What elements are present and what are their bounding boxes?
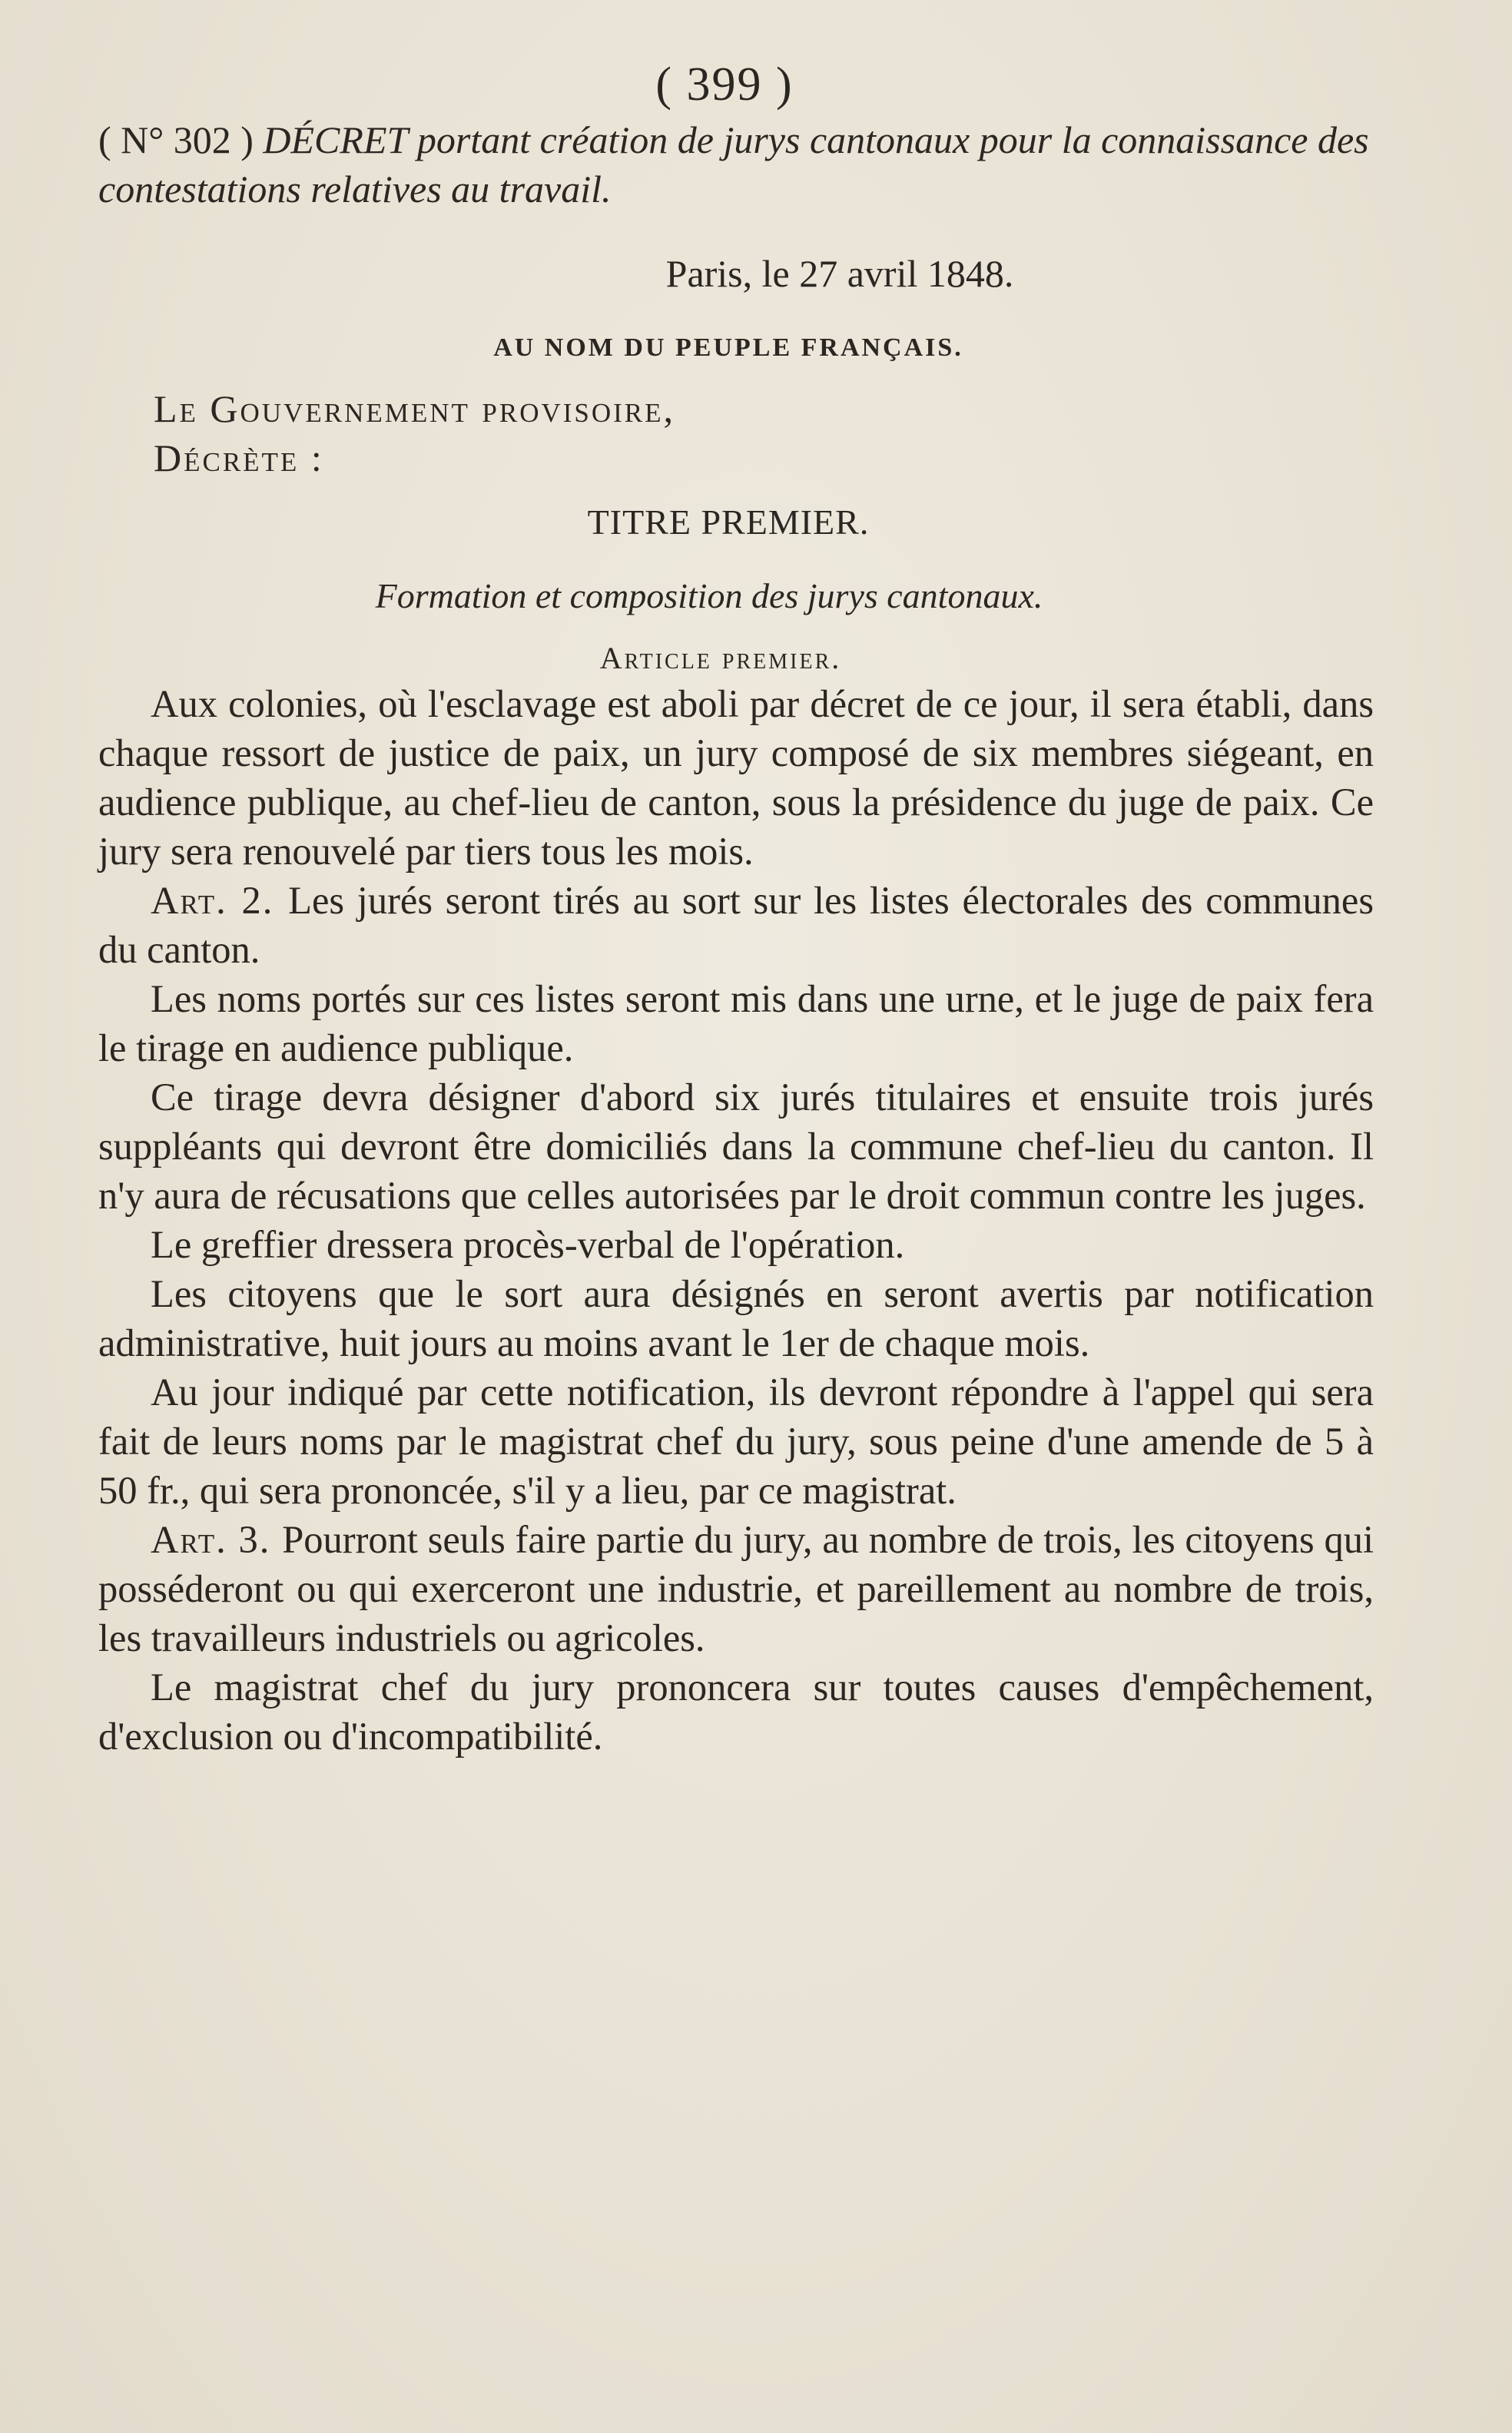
paragraph	[98, 1515, 1374, 1662]
paragraph	[98, 876, 1374, 974]
article-label: Art. 2.	[151, 879, 289, 922]
date-line: Paris, le 27 avril 1848.	[665, 252, 1014, 295]
paragraph	[98, 1367, 1374, 1515]
article-label: Art. 3.	[151, 1518, 283, 1561]
nation-line: AU NOM DU PEUPLE FRANÇAIS.	[493, 333, 963, 362]
page-number: ( 399 )	[655, 58, 794, 111]
paragraph-text: Au jour indiqué par cette notification, ils devront répondre à l'appel qui sera fait de leurs noms par le magistrat chef du jury, sous peine d'une amende de 5 à 50 fr., qui sera prononcée, s'il y a lieu, par ce magistrat.	[98, 1371, 1374, 1512]
decree-number: ( N° 302 )	[98, 118, 254, 161]
paragraph	[98, 1220, 1374, 1269]
paragraph-text: Les citoyens que le sort aura désignés en seront avertis par notification administrative, huit jours au moins avant le 1er de chaque mois.	[98, 1272, 1374, 1364]
decree-line: Décrète :	[154, 436, 324, 479]
paragraph	[98, 1072, 1374, 1220]
article-heading: Article premier.	[599, 641, 842, 675]
paragraph-text: Le greffier dressera procès-verbal de l'opération.	[151, 1223, 905, 1266]
paragraph-text: Pourront seuls faire partie du jury, au nombre de trois, les citoyens qui posséderont ou qui exerceront une industrie, et pareillement au nombre de trois, les travailleurs industriels ou agricoles.	[98, 1518, 1374, 1659]
paragraph-text: Aux colonies, où l'esclavage est aboli par décret de ce jour, il sera établi, dans chaque ressort de justice de paix, un jury composé de six membres siégeant, en audience publique, au chef-lieu de canton, sous la présidence du juge de paix. Ce jury sera renouvelé par tiers tous les mois.	[98, 682, 1374, 873]
paragraph	[98, 1269, 1374, 1367]
government-line: Le Gouvernement provisoire,	[154, 387, 676, 430]
paragraph-text: Les noms portés sur ces listes seront mis dans une urne, et le juge de paix fera le tirage en audience publique.	[98, 977, 1374, 1069]
titre-heading: TITRE PREMIER.	[587, 502, 870, 542]
paragraph	[98, 974, 1374, 1072]
paragraph-text: Le magistrat chef du jury prononcera sur toutes causes d'empêchement, d'exclusion ou d'incompatibilité.	[98, 1666, 1374, 1758]
decree-title: DÉCRET portant création de jurys cantonaux pour la connaissance des contestations relatives au travail.	[98, 118, 1369, 210]
paragraph	[98, 1662, 1374, 1761]
titre-subtitle: Formation et composition des jurys cantonaux.	[375, 576, 1043, 615]
body-text	[98, 679, 1374, 1761]
paragraph-text: Les jurés seront tirés au sort sur les listes électorales des communes du canton.	[98, 879, 1374, 971]
paragraph-text: Ce tirage devra désigner d'abord six jurés titulaires et ensuite trois jurés suppléants qui devront être domiciliés dans la commune chef-lieu du canton. Il n'y aura de récusations que celles autorisées par le droit commun contre les juges.	[98, 1076, 1374, 1217]
decree-heading	[98, 115, 1374, 214]
page-text	[98, 54, 1374, 1761]
paragraph	[98, 679, 1374, 876]
